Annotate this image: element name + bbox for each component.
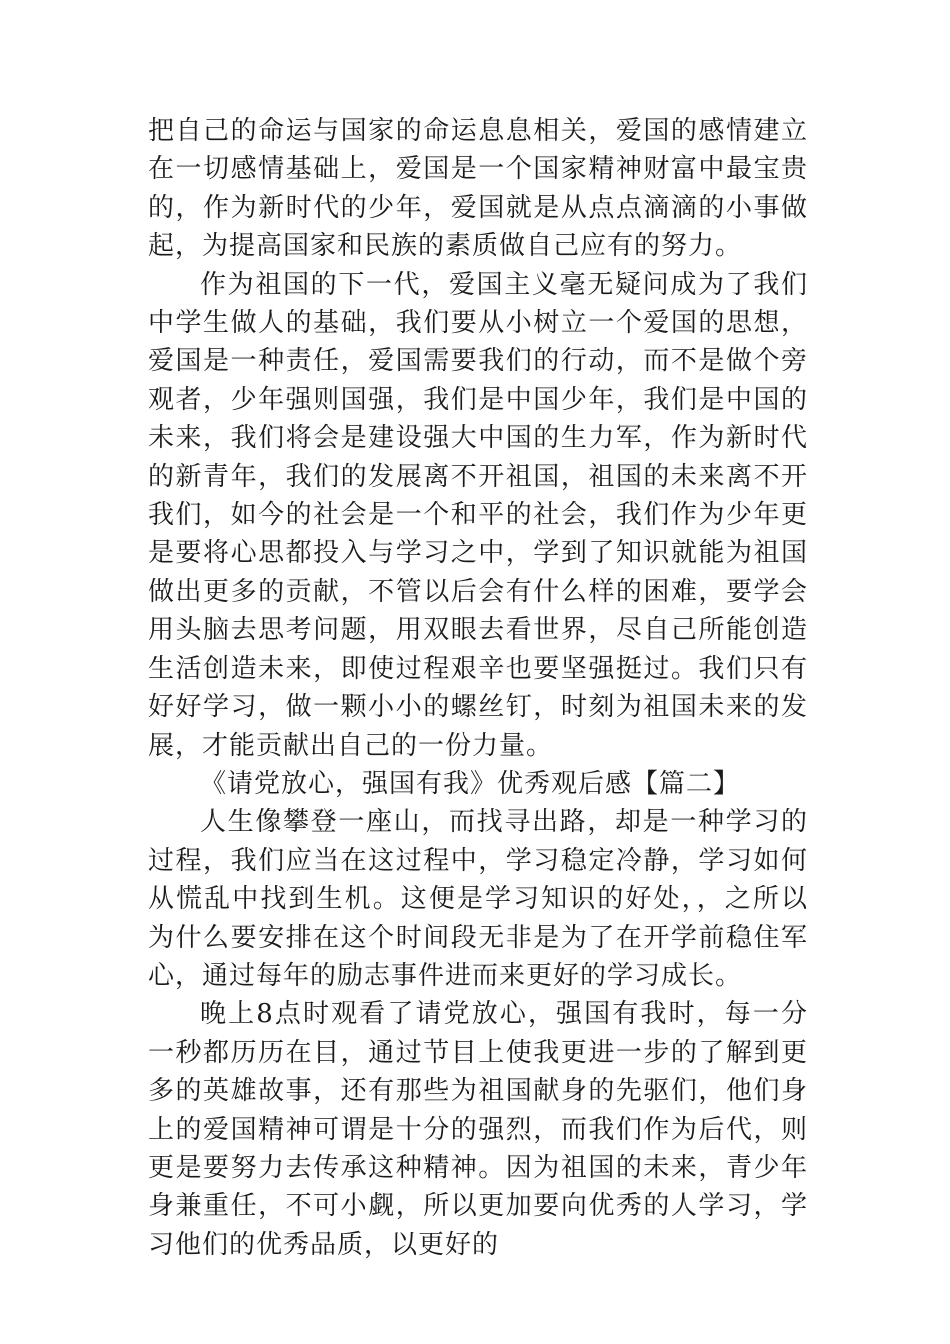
- paragraph-1: 把自己的命运与国家的命运息息相关，爱国的感情建立在一切感情基础上，爱国是一个国家精神财富中最宝贵的，作为新时代的少年，爱国就是从点点滴滴的小事做起，为提高国家和民族的素质做自己应有的努力。: [148, 116, 808, 262]
- paragraph-4: 晚上8点时观看了请党放心，强国有我时，每一分一秒都历历在目，通过节目上使我更进一步的了解到更多的英雄故事，还有那些为祖国献身的先驱们，他们身上的爱国精神可谓是十分的强烈，而我们作为后代，则更是要努力去传承这种精神。因为祖国的未来，青少年身兼重任，不可小觑，所以更加要向优秀的人学习，学习他们的优秀品质，以更好的: [148, 999, 808, 1260]
- section-heading: 《请党放心，强国有我》优秀观后感【篇二】: [200, 768, 741, 799]
- paragraph-3: 人生像攀登一座山，而找寻出路，却是一种学习的过程，我们应当在这过程中，学习稳定冷静，学习如何从慌乱中找到生机。这便是学习知识的好处，，之所以为什么要安排在这个时间段无非是为了在开学前稳住军心，通过每年的励志事件进而来更好的学习成长。: [148, 807, 808, 991]
- paragraph-2: 作为祖国的下一代，爱国主义毫无疑问成为了我们中学生做人的基础，我们要从小树立一个爱国的思想，爱国是一种责任，爱国需要我们的行动，而不是做个旁观者，少年强则国强，我们是中国少年，我们是中国的未来，我们将会是建设强大中国的生力军，作为新时代的新青年，我们的发展离不开祖国，祖国的未来离不开我们，如今的社会是一个和平的社会，我们作为少年更是要将心思都投入与学习之中，学到了知识就能为祖国做出更多的贡献，不管以后会有什么样的困难，要学会用头脑去思考问题，用双眼去看世界，尽自己所能创造生活创造未来，即使过程艰辛也要坚强挺过。我们只有好好学习，做一颗小小的螺丝钉，时刻为祖国未来的发展，才能贡献出自己的一份力量。: [148, 269, 808, 761]
- document-body: [148, 112, 808, 1264]
